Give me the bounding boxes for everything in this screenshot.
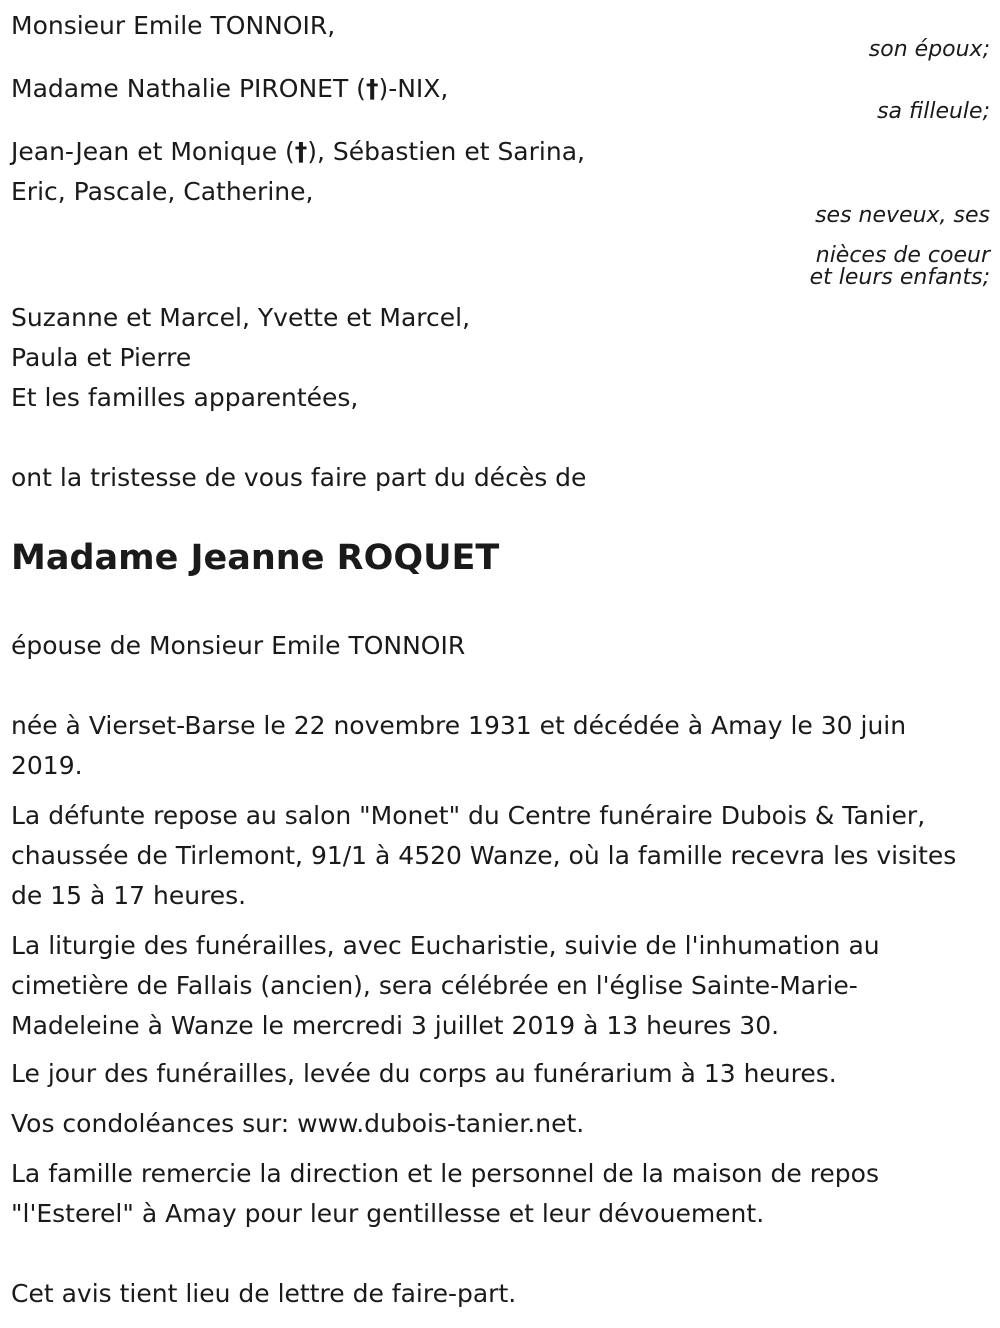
cross-icon: † bbox=[365, 74, 379, 103]
notice: Cet avis tient lieu de lettre de faire-part. bbox=[11, 1279, 517, 1308]
family-nephews-line-2: Eric, Pascale, Catherine, bbox=[11, 177, 314, 206]
nephews-line-1-start: Jean-Jean et Monique ( bbox=[11, 137, 295, 166]
family-others-line-1: Suzanne et Marcel, Yvette et Marcel, bbox=[11, 303, 471, 332]
cross-icon: † bbox=[294, 137, 308, 166]
family-others-line-2: Paula et Pierre bbox=[11, 343, 192, 372]
family-goddaughter bbox=[11, 69, 448, 109]
goddaughter-role: sa filleule; bbox=[877, 99, 990, 124]
wake-info: La défunte repose au salon "Monet" du Centre funéraire Dubois & Tanier, chaussée de Tirlemont, 91/1 à 4520 Wanze, où la famille recevra les visites de 15 à 17 heures. bbox=[11, 801, 957, 910]
goddaughter-name-start: Madame Nathalie PIRONET ( bbox=[11, 74, 366, 103]
nephews-line-1-end: ), Sébastien et Sarina, bbox=[307, 137, 585, 166]
family-others-line-3: Et les familles apparentées, bbox=[11, 383, 359, 412]
goddaughter-name-end: )-NIX, bbox=[378, 74, 449, 103]
spouse-role: son époux; bbox=[868, 37, 990, 62]
spouse-of: épouse de Monsieur Emile TONNOIR bbox=[11, 631, 466, 660]
liturgy-info: La liturgie des funérailles, avec Eucharistie, suivie de l'inhumation au cimetière de Fallais (ancien), sera célébrée en l'église Sainte-Marie-Madeleine à Wanze le mercredi 3 juillet 2019 à 13 heures 30. bbox=[11, 931, 880, 1040]
family-nephews-line-1 bbox=[11, 132, 585, 172]
departure-info: Le jour des funérailles, levée du corps au funérarium à 13 heures. bbox=[11, 1059, 837, 1088]
nephews-role-line-2: nièces de coeur bbox=[815, 243, 990, 268]
family-spouse: Monsieur Emile TONNOIR, bbox=[11, 11, 336, 40]
condolences-info: Vos condoléances sur: www.dubois-tanier.net. bbox=[11, 1109, 585, 1138]
announcement: ont la tristesse de vous faire part du décès de bbox=[11, 463, 587, 492]
nephews-role-line-1: ses neveux, ses bbox=[815, 203, 990, 228]
deceased-name: Madame Jeanne ROQUET bbox=[11, 538, 500, 578]
nephews-role-line-3: et leurs enfants; bbox=[809, 265, 990, 290]
thanks: La famille remercie la direction et le personnel de la maison de repos "l'Esterel" à Amay pour leur gentillesse et leur dévouement. bbox=[11, 1159, 879, 1228]
birth-death: née à Vierset-Barse le 22 novembre 1931 et décédée à Amay le 30 juin 2019. bbox=[11, 711, 907, 780]
